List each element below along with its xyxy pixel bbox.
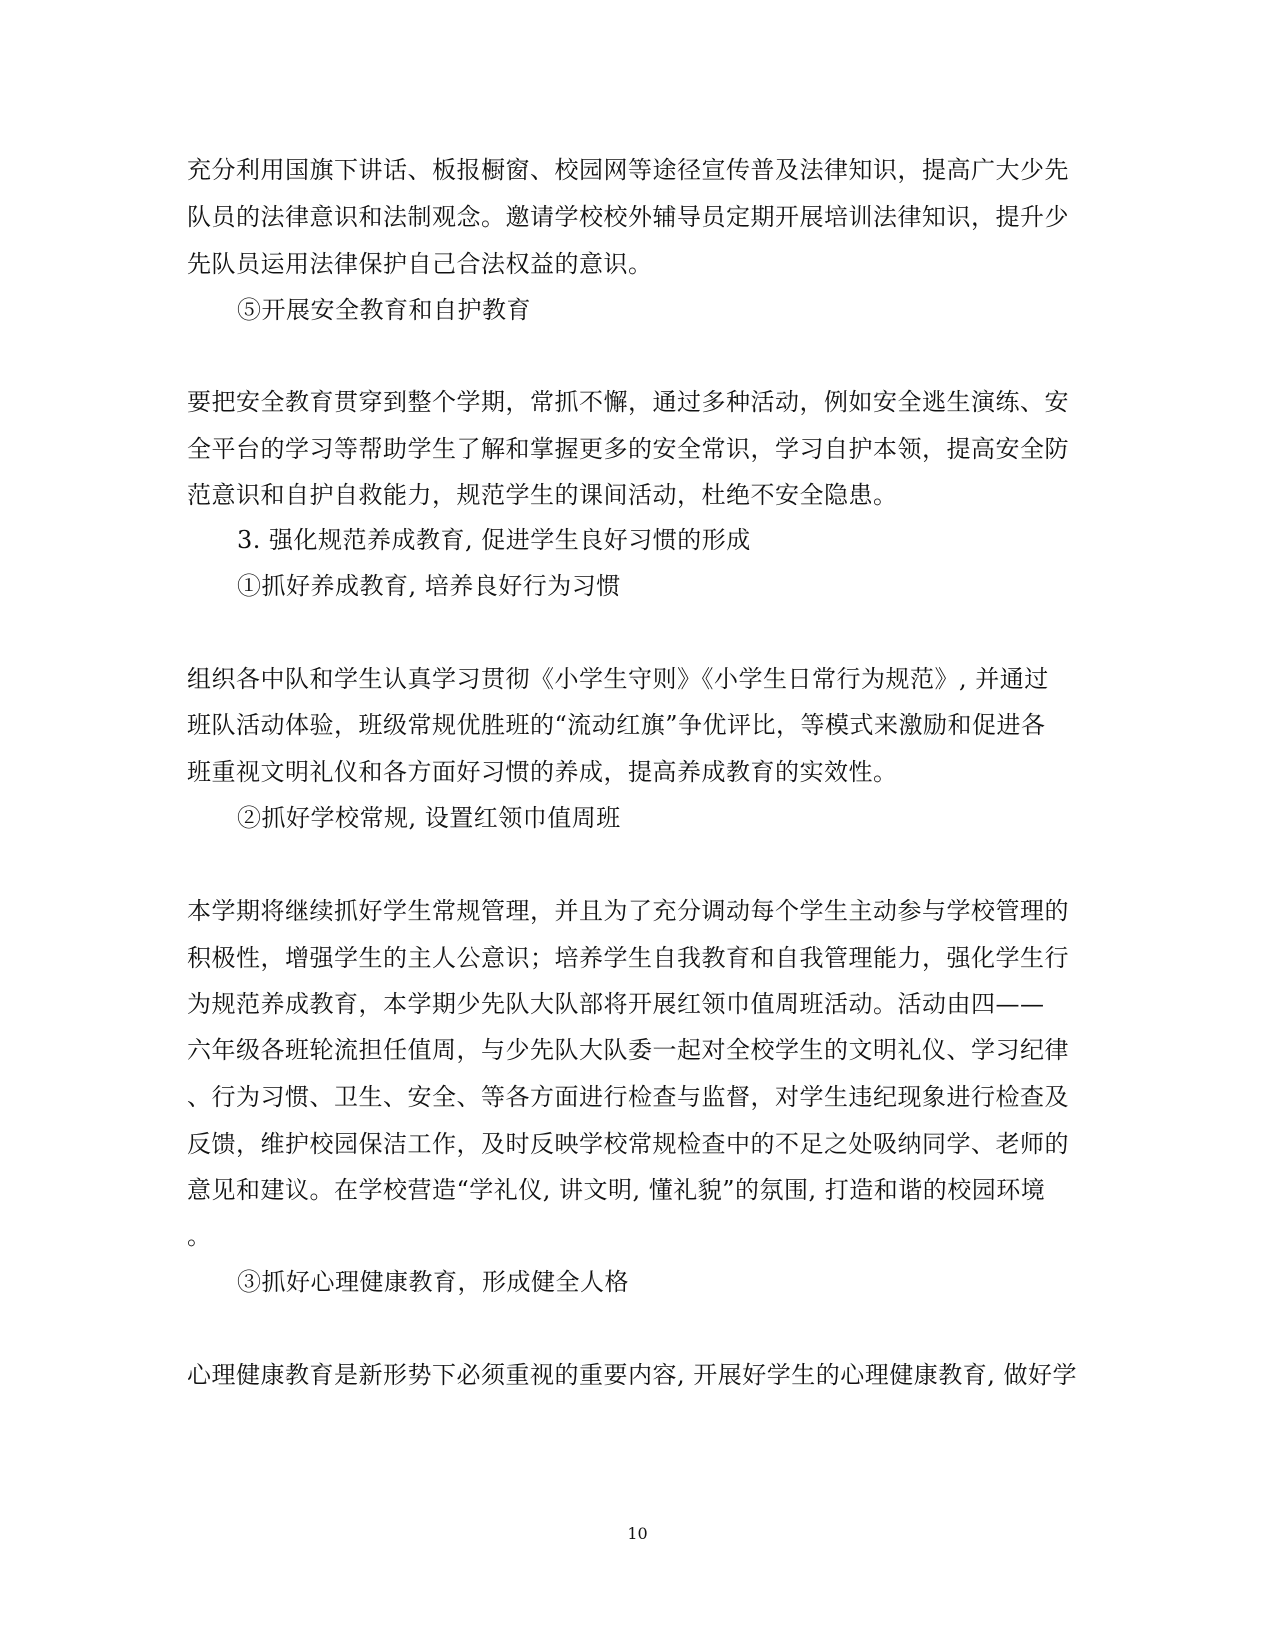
text-line: 为规范养成教育，本学期少先队大队部将开展红领巾值周班活动。活动由四—— [187, 990, 1045, 1018]
text-line: 、行为习惯、卫生、安全、等各方面进行检查与监督，对学生违纪现象进行检查及 [187, 1083, 1069, 1111]
page-number: 10 [627, 1524, 648, 1543]
text-line: 意见和建议。在学校营造“学礼仪, 讲文明, 懂礼貌”的氛围, 打造和谐的校园环境 [187, 1176, 1046, 1204]
text-line: 范意识和自护自救能力，规范学生的课间活动，杜绝不安全隐患。 [187, 481, 898, 509]
text-line: 反馈，维护校园保洁工作，及时反映学校常规检查中的不足之处吸纳同学、老师的 [187, 1130, 1069, 1158]
section-heading: 3. 强化规范养成教育, 促进学生良好习惯的形成 [237, 526, 751, 554]
text-line: 六年级各班轮流担任值周，与少先队大队委一起对全校学生的文明礼仪、学习纪律 [187, 1036, 1069, 1064]
text-line: 心理健康教育是新形势下必须重视的重要内容, 开展好学生的心理健康教育, 做好学 [187, 1361, 1078, 1389]
text-line: 先队员运用法律保护自己合法权益的意识。 [187, 250, 653, 278]
section-heading: ③抓好心理健康教育，形成健全人格 [237, 1268, 629, 1296]
section-heading: ②抓好学校常规, 设置红领巾值周班 [237, 804, 621, 832]
text-line: 班重视文明礼仪和各方面好习惯的养成，提高养成教育的实效性。 [187, 758, 898, 786]
text-line: 积极性，增强学生的主人公意识；培养学生自我教育和自我管理能力，强化学生行 [187, 944, 1069, 972]
text-line: 班队活动体验，班级常规优胜班的“流动红旗”争优评比，等模式来激励和促进各 [187, 711, 1046, 739]
section-heading: ⑤开展安全教育和自护教育 [237, 296, 531, 324]
text-line: 。 [187, 1222, 212, 1250]
text-line: 本学期将继续抓好学生常规管理，并且为了充分调动每个学生主动参与学校管理的 [187, 897, 1069, 925]
text-line: 充分利用国旗下讲话、板报橱窗、校园网等途径宣传普及法律知识，提高广大少先 [187, 156, 1069, 184]
text-line: 队员的法律意识和法制观念。邀请学校校外辅导员定期开展培训法律知识，提升少 [187, 203, 1069, 231]
section-heading: ①抓好养成教育, 培养良好行为习惯 [237, 572, 621, 600]
text-line: 要把安全教育贯穿到整个学期，常抓不懈，通过多种活动，例如安全逃生演练、安 [187, 388, 1069, 416]
text-line: 全平台的学习等帮助学生了解和掌握更多的安全常识，学习自护本领，提高安全防 [187, 435, 1069, 463]
text-line: 组织各中队和学生认真学习贯彻《小学生守则》《小学生日常行为规范》, 并通过 [187, 665, 1049, 693]
